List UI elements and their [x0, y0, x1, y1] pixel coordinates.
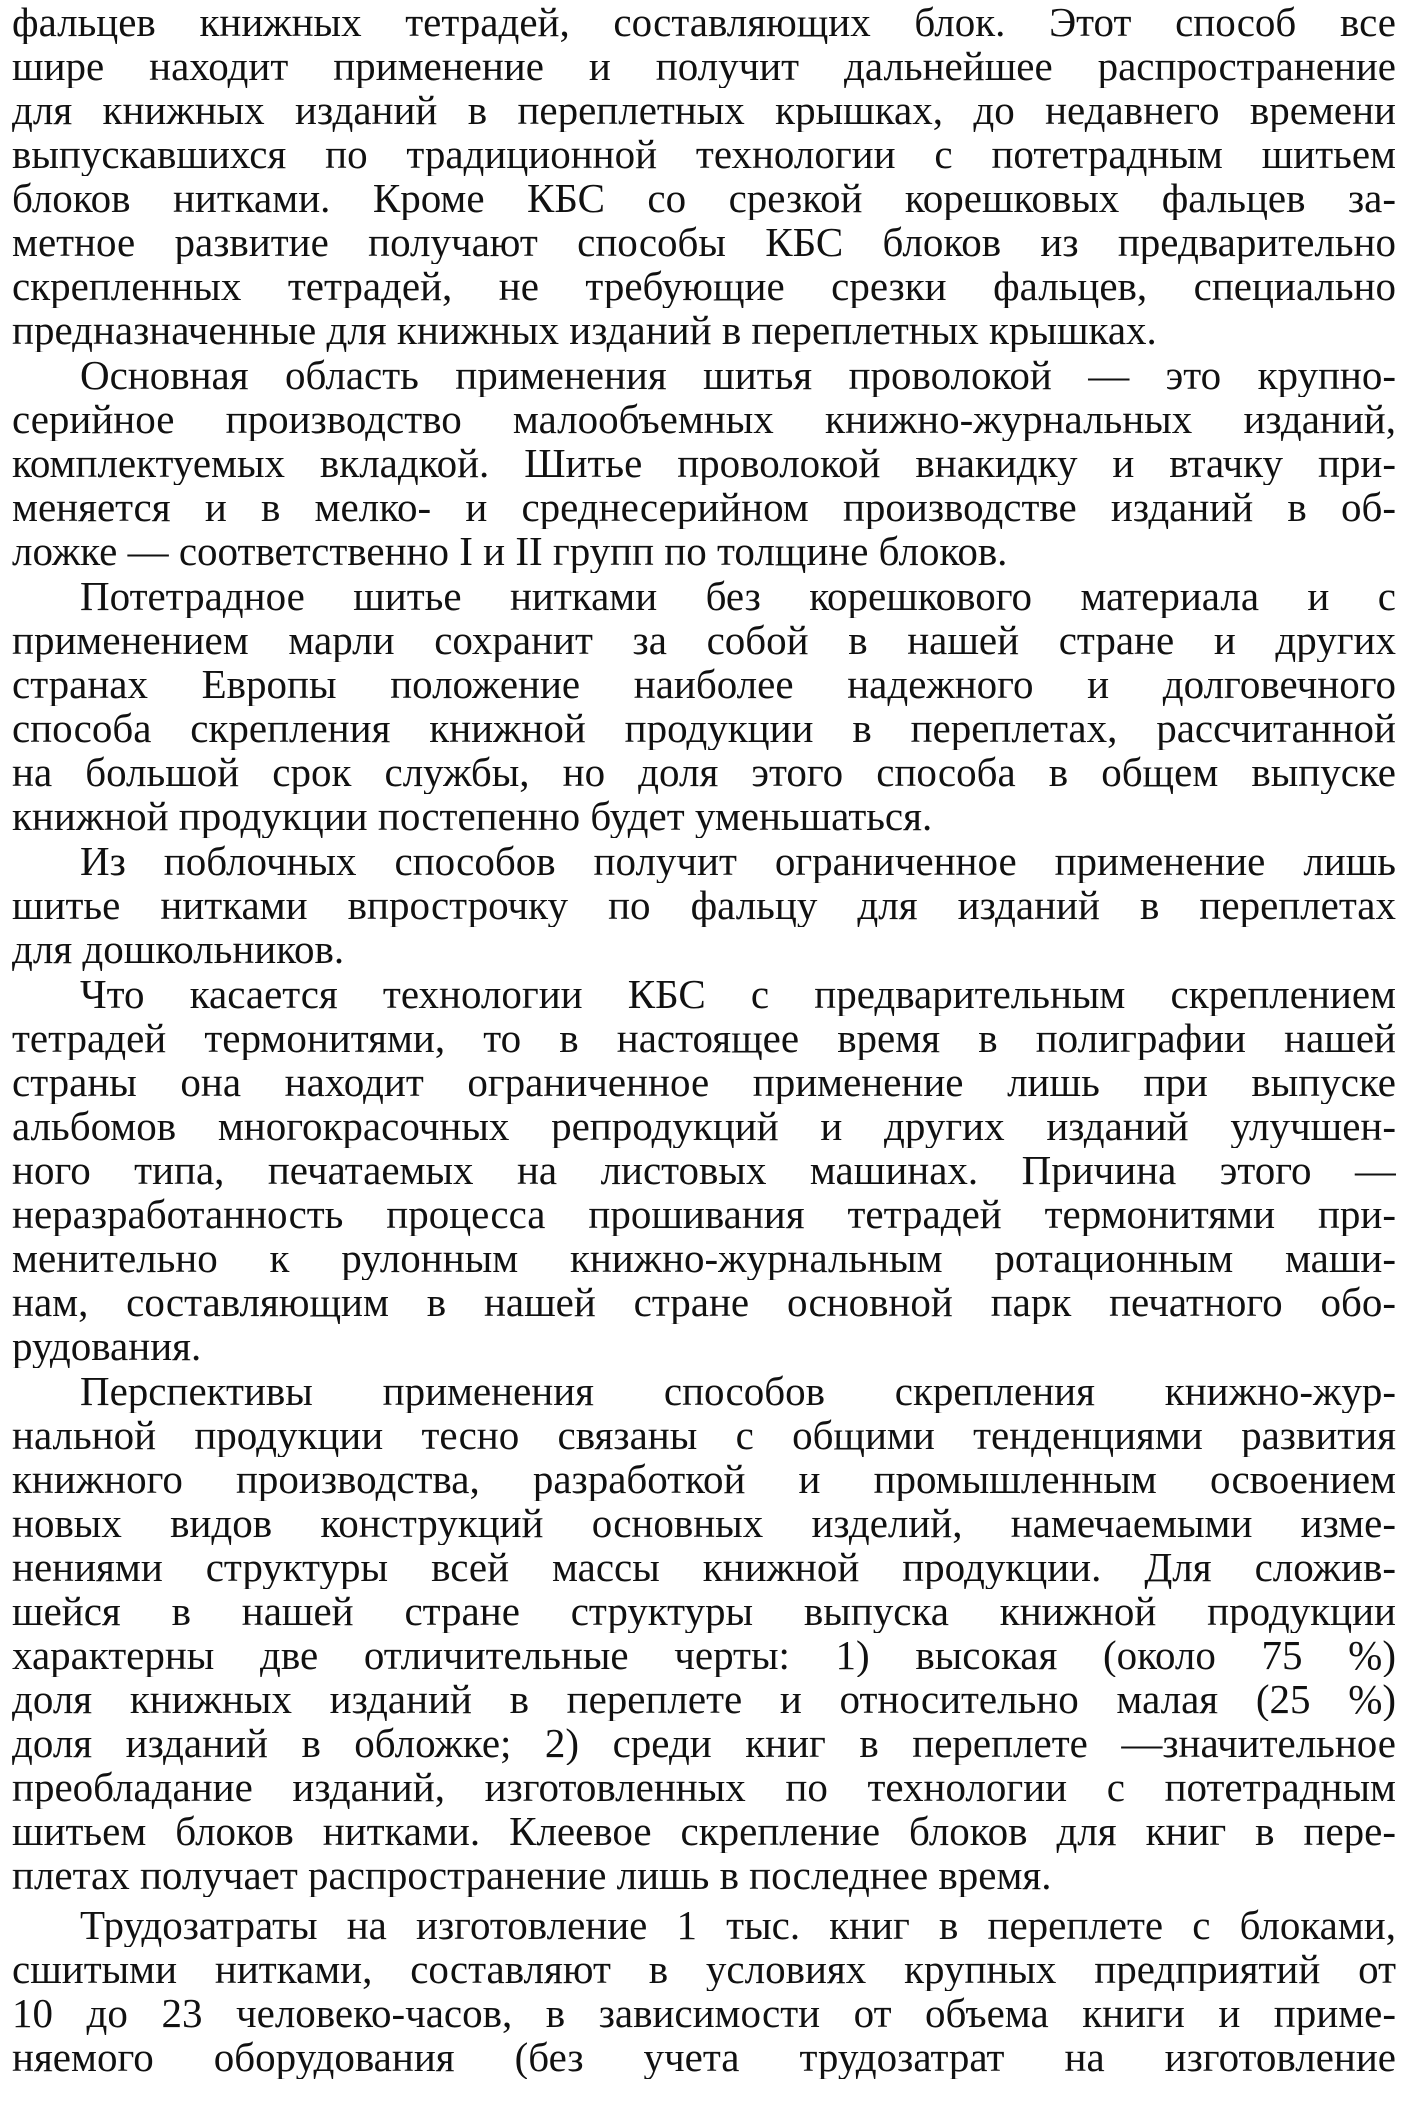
text-line: доля книжных изданий в переплете и относительно малая (25 %): [12, 1677, 1396, 1721]
text-line: предназначенные для книжных изданий в переплетных крышках.: [12, 308, 1157, 352]
text-line: серийное производство малообъемных книжно-журнальных изданий,: [12, 397, 1396, 441]
paragraph-2: [12, 353, 1396, 573]
text-line: Что касается технологии КБС с предварительным скреплением: [80, 972, 1396, 1016]
text-line: рудования.: [12, 1324, 202, 1368]
text-line: альбомов многокрасочных репродукций и других изданий улучшен-: [12, 1104, 1396, 1148]
text-line: на большой срок службы, но доля этого способа в общем выпуске: [12, 750, 1396, 794]
text-line: книжного производства, разработкой и промышленным освоением: [12, 1457, 1396, 1501]
text-line: 10 до 23 человеко-часов, в зависимости от объема книги и приме-: [12, 1991, 1396, 2035]
text-line: тетрадей термонитями, то в настоящее время в полиграфии нашей: [12, 1016, 1396, 1060]
text-line: Перспективы применения способов скрепления книжно-жур-: [80, 1369, 1396, 1413]
text-line: шитьем блоков нитками. Клеевое скрепление блоков для книг в пере-: [12, 1809, 1396, 1853]
text-line: применением марли сохранит за собой в нашей стране и других: [12, 618, 1396, 662]
text-line: нениями структуры всей массы книжной продукции. Для сложив-: [12, 1545, 1396, 1589]
text-line: книжной продукции постепенно будет уменьшаться.: [12, 794, 933, 838]
text-line: меняется и в мелко- и среднесерийном производстве изданий в об-: [12, 485, 1396, 529]
text-line: ложке — соответственно I и II групп по толщине блоков.: [12, 529, 1008, 573]
text-line: Потетрадное шитье нитками без корешкового материала и с: [80, 574, 1396, 618]
text-line: сшитыми нитками, составляют в условиях крупных предприятий от: [12, 1947, 1396, 1991]
text-line: шейся в нашей стране структуры выпуска книжной продукции: [12, 1589, 1396, 1633]
paragraph-5: [12, 972, 1396, 1368]
text-line: для книжных изданий в переплетных крышках, до недавнего времени: [12, 88, 1396, 132]
paragraph-1: [12, 0, 1396, 352]
text-line: нам, составляющим в нашей стране основной парк печатного обо-: [12, 1280, 1396, 1324]
text-line: Из поблочных способов получит ограниченное применение лишь: [80, 839, 1396, 883]
paragraph-6: [12, 1369, 1396, 1897]
text-line: страны она находит ограниченное применение лишь при выпуске: [12, 1060, 1396, 1104]
text-line: няемого оборудования (без учета трудозатрат на изготовление: [12, 2035, 1396, 2079]
text-line: преобладание изданий, изготовленных по технологии с потетрадным: [12, 1765, 1396, 1809]
text-line: нальной продукции тесно связаны с общими тенденциями развития: [12, 1413, 1396, 1457]
text-line: способа скрепления книжной продукции в переплетах, рассчитанной: [12, 706, 1396, 750]
text-line: метное развитие получают способы КБС блоков из предварительно: [12, 220, 1396, 264]
text-line: ного типа, печатаемых на листовых машинах. Причина этого —: [12, 1148, 1396, 1192]
text-line: доля изданий в обложке; 2) среди книг в переплете —значительное: [12, 1721, 1396, 1765]
text-line: менительно к рулонным книжно-журнальным ротационным маши-: [12, 1236, 1396, 1280]
text-line: странах Европы положение наиболее надежного и долговечного: [12, 662, 1396, 706]
text-line: характерны две отличительные черты: 1) высокая (около 75 %): [12, 1633, 1396, 1677]
paragraph-7: [12, 1903, 1396, 2079]
text-line: комплектуемых вкладкой. Шитье проволокой внакидку и втачку при-: [12, 441, 1396, 485]
text-line: блоков нитками. Кроме КБС со срезкой корешковых фальцев за-: [12, 176, 1396, 220]
text-line: плетах получает распространение лишь в последнее время.: [12, 1853, 1052, 1897]
text-line: шитье нитками впрострочку по фальцу для изданий в переплетах: [12, 883, 1396, 927]
text-line: новых видов конструкций основных изделий, намечаемыми изме-: [12, 1501, 1396, 1545]
text-line: Основная область применения шитья проволокой — это крупно-: [80, 353, 1396, 397]
text-line: неразработанность процесса прошивания тетрадей термонитями при-: [12, 1192, 1396, 1236]
text-line: фальцев книжных тетрадей, составляющих блок. Этот способ все: [12, 0, 1396, 44]
text-line: выпускавшихся по традиционной технологии с потетрадным шитьем: [12, 132, 1396, 176]
paragraph-4: [12, 839, 1396, 971]
text-line: шире находит применение и получит дальнейшее распространение: [12, 44, 1396, 88]
paragraph-3: [12, 574, 1396, 838]
text-line: скрепленных тетрадей, не требующие срезки фальцев, специально: [12, 264, 1396, 308]
text-line: для дошкольников.: [12, 927, 345, 971]
text-line: Трудозатраты на изготовление 1 тыс. книг в переплете с блоками,: [80, 1903, 1396, 1947]
document-page: [12, 0, 1396, 2102]
